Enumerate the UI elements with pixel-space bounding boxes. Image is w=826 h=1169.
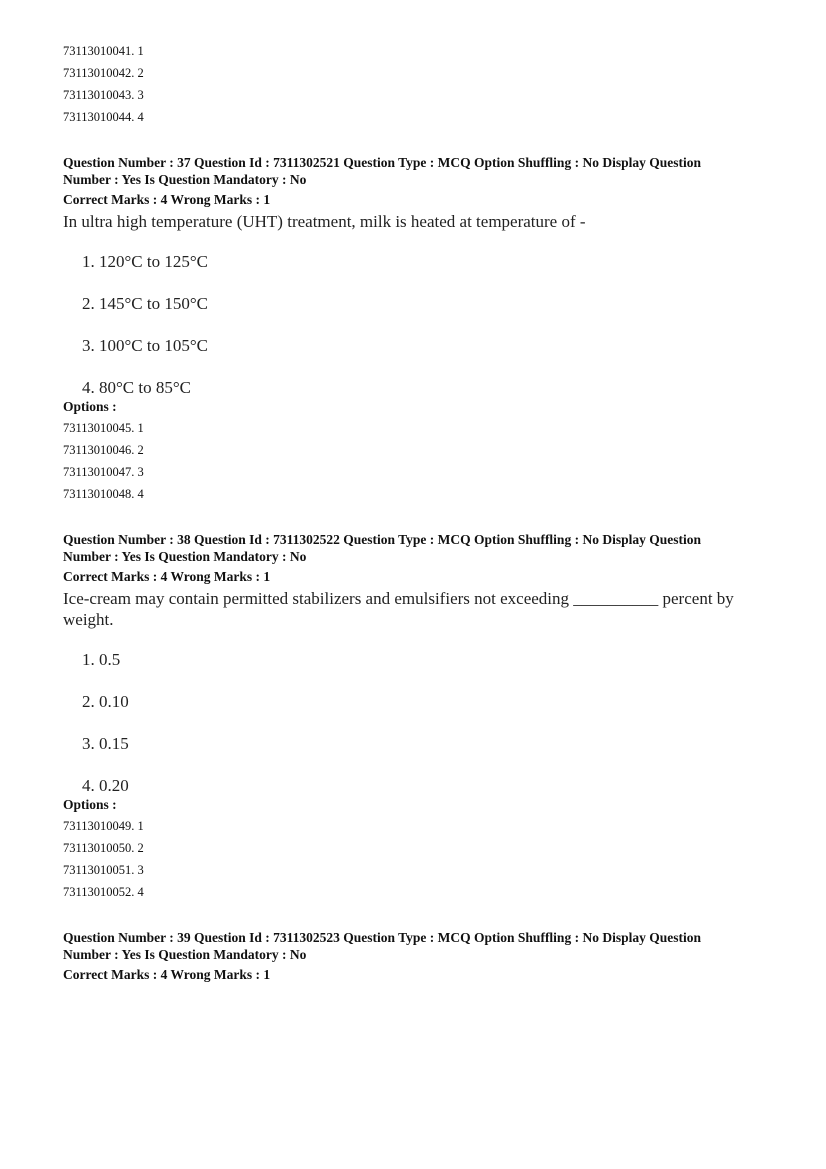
question-meta xyxy=(63,531,775,585)
option-id: 73113010045. 1 xyxy=(63,421,144,435)
question-text: In ultra high temperature (UHT) treatment, milk is heated at temperature of - xyxy=(63,212,586,231)
options-label: Options : xyxy=(63,399,117,414)
question-39 xyxy=(63,929,775,983)
choice-item: 2. 145°C to 150°C xyxy=(82,294,208,313)
option-id: 73113010046. 2 xyxy=(63,443,144,457)
option-id: 73113010041. 1 xyxy=(63,44,144,58)
option-id: 73113010048. 4 xyxy=(63,487,144,501)
question-text: Ice-cream may contain permitted stabilizers and emulsifiers not exceeding __________ percent by weight. xyxy=(63,589,734,629)
option-id: 73113010047. 3 xyxy=(63,465,144,479)
question-meta-line: Question Number : 37 Question Id : 7311302521 Question Type : MCQ Option Shuffling : No Display Question xyxy=(63,155,701,170)
question-meta-line: Number : Yes Is Question Mandatory : No xyxy=(63,172,307,187)
option-id: 73113010051. 3 xyxy=(63,863,144,877)
choice-list xyxy=(63,649,775,796)
question-meta-line: Number : Yes Is Question Mandatory : No xyxy=(63,947,307,962)
choice-item: 3. 0.15 xyxy=(82,734,129,753)
options-list xyxy=(63,417,775,505)
options-list xyxy=(63,815,775,903)
question-37 xyxy=(63,154,775,505)
choice-item: 2. 0.10 xyxy=(82,692,129,711)
marks-line: Correct Marks : 4 Wrong Marks : 1 xyxy=(63,192,271,207)
prev-options-list xyxy=(63,40,775,128)
choice-list xyxy=(63,251,775,398)
choice-item: 4. 80°C to 85°C xyxy=(82,378,191,397)
choice-item: 1. 120°C to 125°C xyxy=(82,252,208,271)
option-id: 73113010052. 4 xyxy=(63,885,144,899)
option-id: 73113010042. 2 xyxy=(63,66,144,80)
choice-item: 1. 0.5 xyxy=(82,650,121,669)
question-meta xyxy=(63,154,775,208)
option-id: 73113010043. 3 xyxy=(63,88,144,102)
marks-line: Correct Marks : 4 Wrong Marks : 1 xyxy=(63,967,271,982)
option-id: 73113010050. 2 xyxy=(63,841,144,855)
choice-item: 4. 0.20 xyxy=(82,776,129,795)
option-id: 73113010049. 1 xyxy=(63,819,144,833)
options-label: Options : xyxy=(63,797,117,812)
choice-item: 3. 100°C to 105°C xyxy=(82,336,208,355)
question-meta xyxy=(63,929,775,983)
question-38 xyxy=(63,531,775,903)
question-meta-line: Question Number : 38 Question Id : 7311302522 Question Type : MCQ Option Shuffling : No Display Question xyxy=(63,532,701,547)
option-id: 73113010044. 4 xyxy=(63,110,144,124)
question-meta-line: Question Number : 39 Question Id : 7311302523 Question Type : MCQ Option Shuffling : No Display Question xyxy=(63,930,701,945)
question-meta-line: Number : Yes Is Question Mandatory : No xyxy=(63,549,307,564)
exam-document xyxy=(63,40,775,983)
marks-line: Correct Marks : 4 Wrong Marks : 1 xyxy=(63,569,271,584)
